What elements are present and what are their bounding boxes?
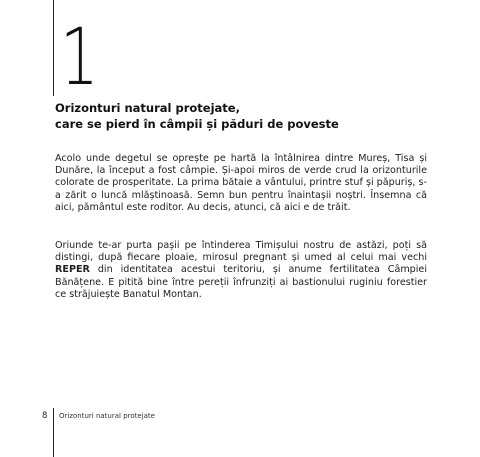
running-title: Orizonturi natural protejate bbox=[59, 412, 155, 420]
chapter-title-line-2: care se pierd în câmpii și păduri de poveste bbox=[55, 117, 339, 131]
body-paragraph-2 bbox=[55, 240, 427, 301]
page-number: 8 bbox=[42, 411, 48, 421]
body-paragraph-1: Acolo unde degetul se oprește pe hartă la întâlnirea dintre Mureș, Tisa și Dunăre, la început a fost câmpie. Și-apoi miros de verde crud la orizonturile colorate de prosperitate. La prima bătaie a vântului, printre stuf și păpuriș, s-a zărit o luncă mlăștinoasă. Semn bun pentru înaintașii noștri. Însemna că aici, pământul este roditor. Au decis, atunci, că aici e de trăit. bbox=[55, 153, 427, 213]
chapter-number: 1 bbox=[60, 13, 98, 103]
chapter-title bbox=[55, 100, 435, 132]
paragraph-2-text-start: Oriunde te-ar purta pașii pe întinderea Timișului nostru de astăzi, poți să distingi, după fiecare ploaie, mirosul pregnant și umed al celui mai vechi bbox=[55, 240, 427, 264]
paragraph-2-keyword: REPER bbox=[55, 264, 90, 276]
footer-divider-line bbox=[53, 408, 54, 457]
page-footer bbox=[0, 408, 480, 457]
chapter-title-line-1: Orizonturi natural protejate, bbox=[55, 101, 240, 115]
top-divider-line bbox=[53, 0, 54, 96]
paragraph-2-text-end: din identitatea acestui teritoriu, și anume fertilitatea Câmpiei Bănățene. E pitită bine între pereții înfrunziți ai bastionului ruginiu forestier ce străjuiește Banatul Montan. bbox=[55, 264, 427, 300]
